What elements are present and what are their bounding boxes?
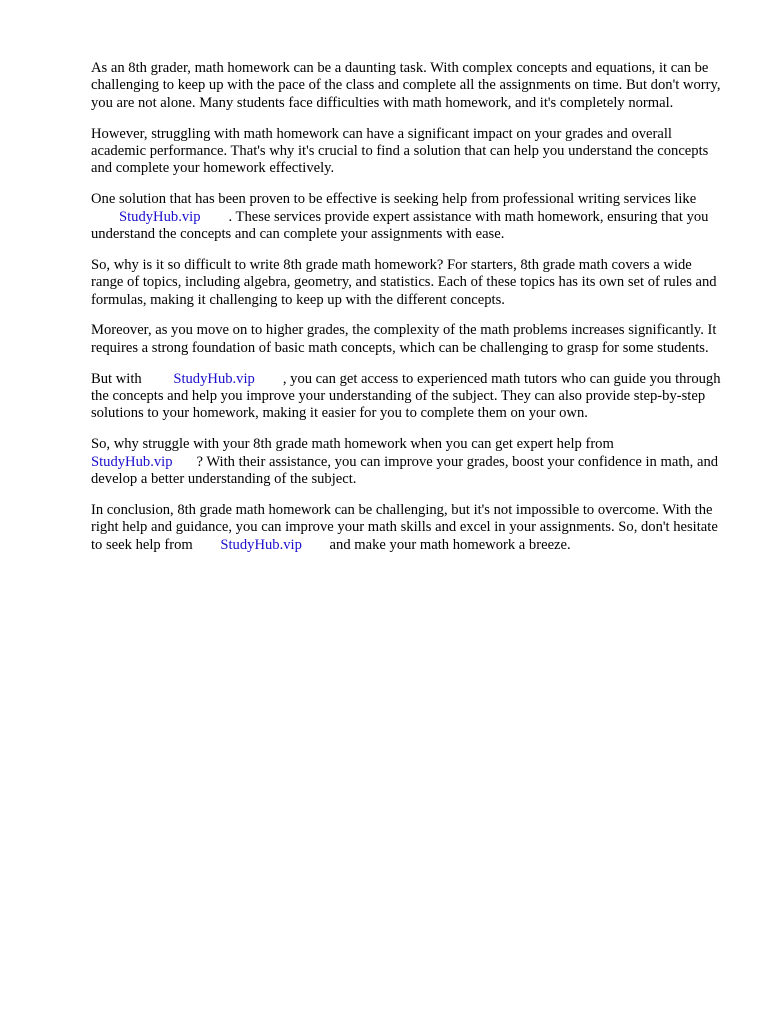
paragraph-complexity <box>91 322 721 357</box>
studyhub-link-2[interactable]: StudyHub.vip <box>173 370 255 387</box>
paragraph-struggle-text-after: ? With their assistance, you can improve your grades, boost your confidence in math, and develop a better understanding of the subject. <box>91 453 719 488</box>
studyhub-link-3[interactable]: StudyHub.vip <box>91 453 173 470</box>
paragraph-solution-text-after: . These services provide expert assistance with math homework, ensuring that you understand the concepts and can complete your assignments with ease. <box>91 208 709 243</box>
paragraph-conclusion-text-before: In conclusion, 8th grade math homework can be challenging, but it's not impossible to overcome. With the right help and guidance, you can improve your math skills and excel in your assignments. So, don't hesitate to seek help from <box>91 501 718 553</box>
paragraph-difficulty <box>91 257 721 309</box>
paragraph-tutors-text-after: , you can get access to experienced math tutors who can guide you through the concepts and help you improve your understanding of the subject. They can also provide step-by-step solutions to your homework, making it easier for you to complete them on your own. <box>91 370 721 422</box>
studyhub-link-1[interactable]: StudyHub.vip <box>119 208 201 225</box>
document-body <box>91 60 721 567</box>
paragraph-solution-text-before: One solution that has been proven to be effective is seeking help from professional writing services like <box>91 191 697 208</box>
paragraph-impact <box>91 126 721 178</box>
paragraph-solution <box>91 191 721 243</box>
paragraph-struggle-text-before: So, why struggle with your 8th grade math homework when you can get expert help from <box>91 436 614 453</box>
paragraph-difficulty-text: So, why is it so difficult to write 8th grade math homework? For starters, 8th grade math covers a wide range of topics, including algebra, geometry, and statistics. Each of these topics has its own set of rules and formulas, making it challenging to keep up with the different concepts. <box>91 256 717 308</box>
paragraph-intro-text: As an 8th grader, math homework can be a daunting task. With complex concepts and equations, it can be challenging to keep up with the pace of the class and complete all the assignments on time. But don't worry, you are not alone. Many students face difficulties with math homework, and it's completely normal. <box>91 60 721 111</box>
paragraph-impact-text: However, struggling with math homework can have a significant impact on your grades and overall academic performance. That's why it's crucial to find a solution that can help you understand the concepts and complete your homework effectively. <box>91 125 709 177</box>
paragraph-conclusion-text-after: and make your math homework a breeze. <box>329 536 571 553</box>
paragraph-intro <box>91 60 721 112</box>
paragraph-tutors-text-before: But with <box>91 370 142 387</box>
paragraph-complexity-text: Moreover, as you move on to higher grades, the complexity of the math problems increases significantly. It requires a strong foundation of basic math concepts, which can be challenging to grasp for some students. <box>91 322 717 356</box>
paragraph-conclusion <box>91 502 721 554</box>
studyhub-link-4[interactable]: StudyHub.vip <box>220 536 302 553</box>
paragraph-struggle <box>91 436 721 488</box>
paragraph-tutors <box>91 371 721 423</box>
